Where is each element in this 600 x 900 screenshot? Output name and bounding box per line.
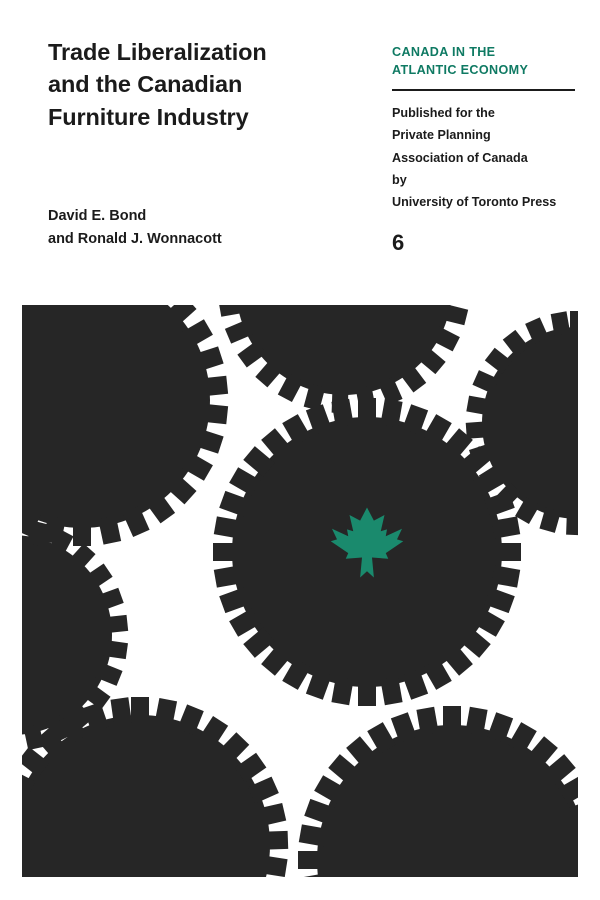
series-name-line-1: CANADA IN THE	[392, 45, 496, 59]
title-line-3: Furniture Industry	[48, 103, 249, 130]
cover-header	[0, 0, 600, 300]
book-title	[48, 36, 348, 133]
publisher-line-4: by	[392, 172, 407, 187]
author-line-1: David E. Bond	[48, 208, 147, 224]
series-number: 6	[392, 229, 405, 255]
series-name-line-2: ATLANTIC ECONOMY	[392, 62, 529, 77]
author-line-2: and Ronald J. Wonnacott	[48, 231, 222, 248]
series-block	[392, 44, 582, 256]
publisher-line-5: University of Toronto Press	[392, 195, 557, 210]
book-authors	[48, 205, 348, 252]
series-divider	[392, 89, 575, 91]
cover-artwork	[22, 305, 578, 877]
title-line-2: and the Canadian	[48, 71, 243, 98]
title-line-1: Trade Liberalization	[48, 39, 267, 65]
publisher-line-2: Private Planning	[392, 128, 491, 143]
publisher-line-1: Published for the	[392, 105, 495, 120]
publisher-line-3: Association of Canada	[392, 150, 528, 165]
